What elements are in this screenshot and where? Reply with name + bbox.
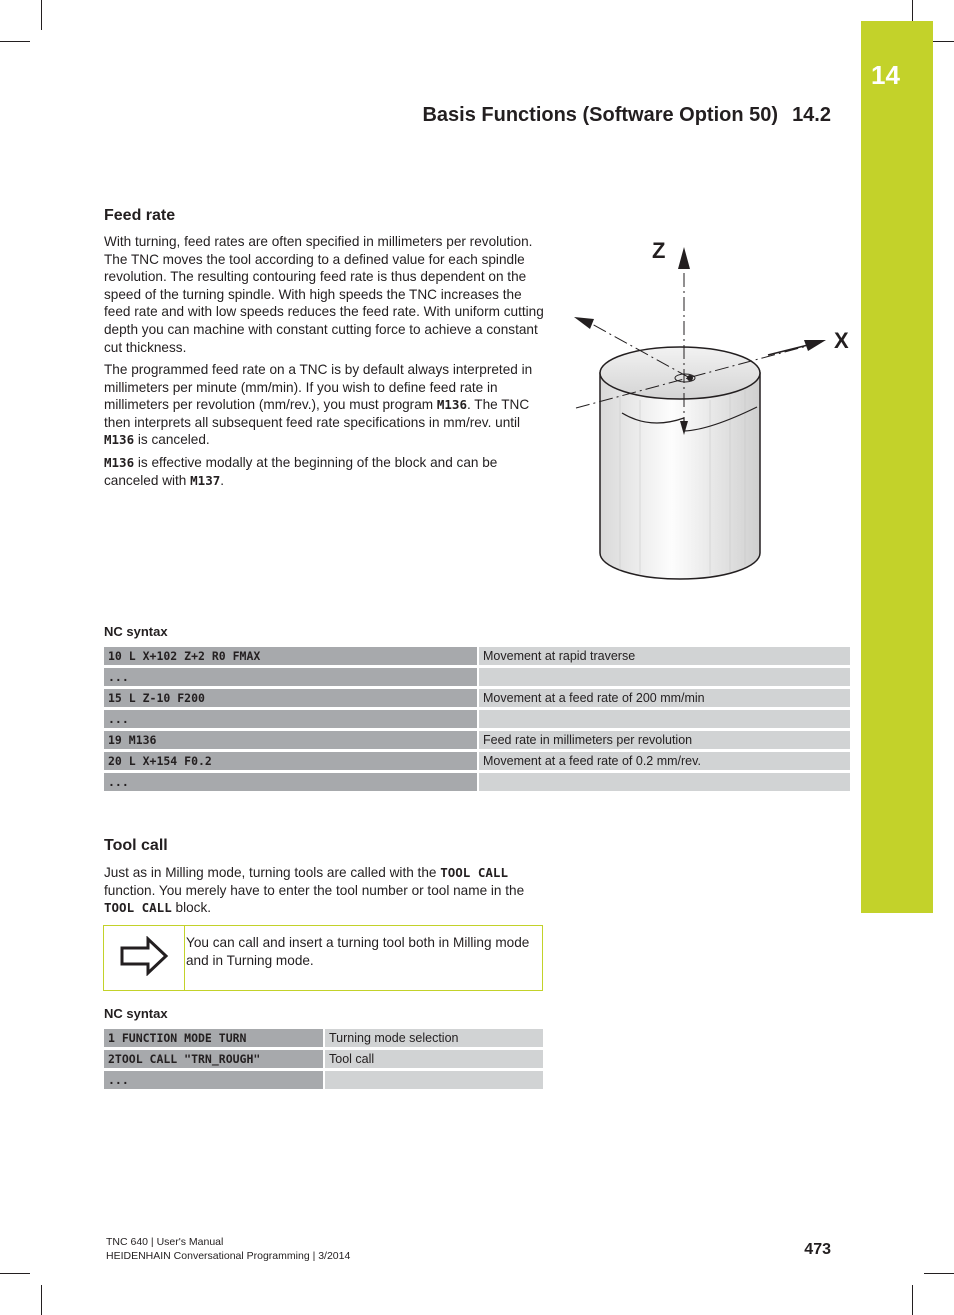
text-run: Just as in Milling mode, turning tools are called with the	[104, 865, 441, 880]
header-title: Basis Functions (Software Option 50)	[422, 104, 779, 126]
text-run: function. You merely have to enter the tool number or tool name in the	[104, 882, 525, 898]
nc-code: 19 M136	[104, 731, 477, 752]
nc-code: ...	[104, 1071, 323, 1092]
text-run: The programmed feed rate on a TNC is by default always interpreted in millimeters per minute (mm/min). If you wish to define feed rate in millimeters per revolution (mm/rev.), you must program	[104, 362, 533, 413]
tool-call-paragraph	[104, 864, 544, 917]
tool-call-heading: Tool call	[104, 837, 168, 854]
feed-rate-heading: Feed rate	[104, 207, 176, 224]
table-row	[104, 668, 850, 689]
nc-description: Turning mode selection	[323, 1029, 543, 1050]
z-axis-label: Z	[652, 238, 666, 263]
chapter-tab	[861, 21, 933, 913]
nc-code: 2TOOL CALL "TRN_ROUGH"	[104, 1050, 323, 1071]
table-row	[104, 647, 850, 668]
crop-mark	[912, 1285, 913, 1315]
nc-description: Tool call	[323, 1050, 543, 1071]
crop-mark	[41, 1285, 42, 1315]
table-row	[104, 1050, 543, 1071]
page-number: 473	[804, 1241, 831, 1258]
code-m136: M136	[436, 397, 467, 413]
crop-mark	[0, 1273, 30, 1274]
table-row	[104, 752, 850, 773]
table-row	[104, 773, 850, 794]
nc-code: ...	[104, 710, 477, 731]
header-section: 14.2	[792, 104, 831, 126]
nc-description: Movement at a feed rate of 0.2 mm/rev.	[477, 752, 850, 773]
table-row	[104, 731, 850, 752]
crop-mark	[0, 41, 30, 42]
table-row	[104, 689, 850, 710]
cylinder-body	[600, 373, 760, 579]
nc-description	[323, 1071, 543, 1092]
nc-code: ...	[104, 773, 477, 794]
text-run: . The TNC then interprets all subsequent feed rate specifications in mm/rev. until	[104, 397, 530, 430]
feed-rate-paragraph-2	[104, 361, 544, 449]
footer	[106, 1235, 350, 1263]
nc-code: 20 L X+154 F0.2	[104, 752, 477, 773]
x-axis-label: X	[834, 328, 849, 353]
text-run: block.	[171, 900, 212, 916]
nc-syntax-table-tool-call	[104, 1029, 543, 1092]
footer-line-1: TNC 640 | User's Manual	[106, 1236, 224, 1248]
chapter-number: 14	[871, 60, 900, 90]
nc-description	[477, 668, 850, 689]
code-tool-call: TOOL CALL	[440, 865, 508, 880]
nc-description	[477, 773, 850, 794]
nc-code: 10 L X+102 Z+2 R0 FMAX	[104, 647, 477, 668]
table-row	[104, 710, 850, 731]
footer-line-2: HEIDENHAIN Conversational Programming | 3/2014	[106, 1250, 351, 1262]
nc-syntax-label: NC syntax	[104, 1006, 168, 1021]
table-row	[104, 1071, 543, 1092]
nc-syntax-label: NC syntax	[104, 624, 168, 639]
nc-description: Movement at a feed rate of 200 mm/min	[477, 689, 850, 710]
nc-description	[477, 710, 850, 731]
feed-rate-paragraph-1: With turning, feed rates are often specified in millimeters per revolution. The TNC moves the tool according to a defined value for each spindle revolution. The resulting contouring feed rate is thus dependent on the speed of the turning spindle. With high speeds the TNC increases the feed rate and with low speeds reduces the feed rate. With uniform cutting depth you can machine with constant cutting force to achieve a constant cut thickness.	[104, 234, 544, 355]
code-m136: M136	[104, 455, 135, 470]
nc-code: ...	[104, 668, 477, 689]
hint-arrow-icon	[120, 936, 170, 976]
table-row	[104, 1029, 543, 1050]
radial-arrowhead	[574, 317, 594, 329]
text-run: .	[220, 472, 225, 488]
code-m136: M136	[104, 432, 135, 448]
turning-axes-figure	[560, 225, 860, 585]
nc-code: 1 FUNCTION MODE TURN	[104, 1029, 323, 1050]
code-m137: M137	[190, 472, 221, 488]
nc-syntax-table-feed-rate	[104, 647, 850, 794]
note-divider	[184, 926, 185, 990]
note-text: You can call and insert a turning tool both in Milling mode and in Turning mode.	[186, 935, 530, 968]
x-axis-arrow-line	[768, 345, 808, 355]
text-run: is canceled.	[134, 432, 210, 448]
text-run: is effective modally at the beginning of the block and can be canceled with	[104, 455, 498, 488]
note-box	[103, 925, 543, 991]
nc-description: Feed rate in millimeters per revolution	[477, 731, 850, 752]
code-tool-call: TOOL CALL	[104, 900, 172, 916]
z-axis-arrowhead	[678, 247, 690, 269]
running-header	[422, 104, 831, 127]
crop-mark	[924, 1273, 954, 1274]
feed-rate-paragraph-3	[104, 454, 544, 489]
nc-code: 15 L Z-10 F200	[104, 689, 477, 710]
nc-description: Movement at rapid traverse	[477, 647, 850, 668]
crop-mark	[41, 0, 42, 30]
